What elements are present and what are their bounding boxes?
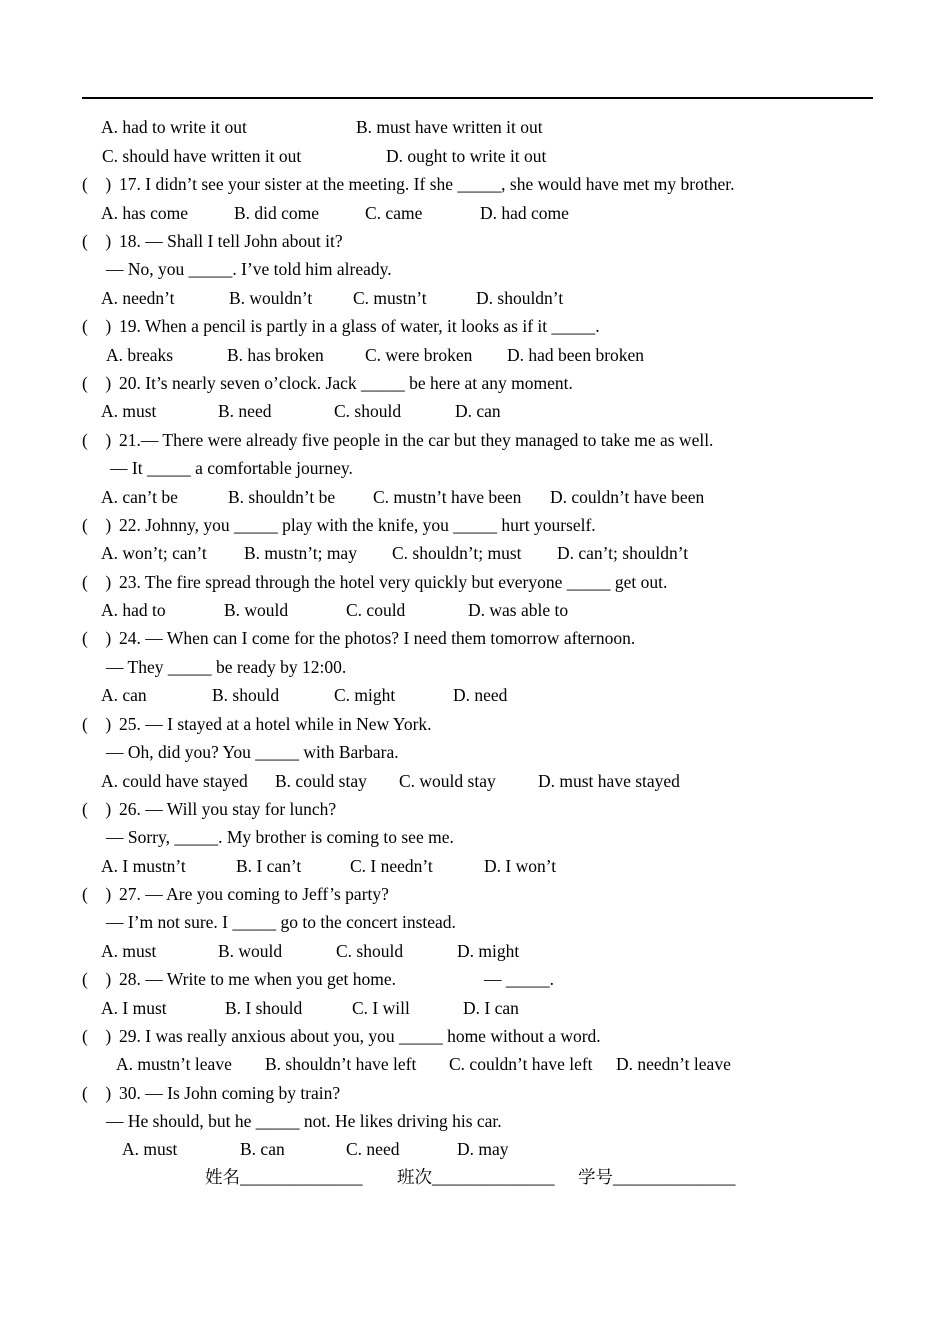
q30-option-d: D. may bbox=[457, 1139, 509, 1159]
q25-paren: ( ) bbox=[82, 714, 112, 734]
q26-option-b: B. I can’t bbox=[236, 856, 302, 876]
q30-option-c: C. need bbox=[346, 1139, 400, 1159]
q27-option-a: A. must bbox=[101, 941, 157, 961]
q22-paren: ( ) bbox=[82, 515, 112, 535]
q29-option-d: D. needn’t leave bbox=[616, 1054, 731, 1074]
q30-stem: 30. — Is John coming by train? bbox=[119, 1083, 341, 1103]
q16-option-c: C. should have written it out bbox=[102, 146, 302, 166]
q28-option-b: B. I should bbox=[225, 998, 303, 1018]
q25-stem: 25. — I stayed at a hotel while in New York. bbox=[119, 714, 432, 734]
q19-stem: 19. When a pencil is partly in a glass of water, it looks as if it _____. bbox=[119, 316, 600, 336]
q29-option-b: B. shouldn’t have left bbox=[265, 1054, 417, 1074]
footer-class-field: 班次______________ bbox=[397, 1167, 555, 1187]
q22-option-d: D. can’t; shouldn’t bbox=[557, 543, 689, 563]
q30-option-b: B. can bbox=[240, 1139, 285, 1159]
q20-stem: 20. It’s nearly seven o’clock. Jack _____ be here at any moment. bbox=[119, 373, 573, 393]
q18-paren: ( ) bbox=[82, 231, 112, 251]
q19-option-c: C. were broken bbox=[365, 345, 473, 365]
q20-option-a: A. must bbox=[101, 401, 157, 421]
q26-option-a: A. I mustn’t bbox=[101, 856, 186, 876]
q25-option-b: B. could stay bbox=[275, 771, 367, 791]
q24-option-b: B. should bbox=[212, 685, 280, 705]
q28-option-c: C. I will bbox=[352, 998, 410, 1018]
q21-option-a: A. can’t be bbox=[101, 487, 178, 507]
q21-sub: — It _____ a comfortable journey. bbox=[110, 458, 353, 478]
q24-option-c: C. might bbox=[334, 685, 396, 705]
q24-paren: ( ) bbox=[82, 628, 112, 648]
q18-stem: 18. — Shall I tell John about it? bbox=[119, 231, 343, 251]
q19-paren: ( ) bbox=[82, 316, 112, 336]
q26-stem: 26. — Will you stay for lunch? bbox=[119, 799, 337, 819]
q17-paren: ( ) bbox=[82, 174, 112, 194]
q24-stem: 24. — When can I come for the photos? I need them tomorrow afternoon. bbox=[119, 628, 636, 648]
q28-stem: 28. — Write to me when you get home. bbox=[119, 969, 396, 989]
q26-option-c: C. I needn’t bbox=[350, 856, 433, 876]
q27-stem: 27. — Are you coming to Jeff’s party? bbox=[119, 884, 389, 904]
q21-option-b: B. shouldn’t be bbox=[228, 487, 336, 507]
q20-option-d: D. can bbox=[455, 401, 501, 421]
q29-stem: 29. I was really anxious about you, you _____ home without a word. bbox=[119, 1026, 601, 1046]
q22-option-b: B. mustn’t; may bbox=[244, 543, 357, 563]
q27-option-c: C. should bbox=[336, 941, 404, 961]
q21-paren: ( ) bbox=[82, 430, 112, 450]
q28-option-a: A. I must bbox=[101, 998, 167, 1018]
q18-option-d: D. shouldn’t bbox=[476, 288, 564, 308]
q29-option-c: C. couldn’t have left bbox=[449, 1054, 593, 1074]
q20-paren: ( ) bbox=[82, 373, 112, 393]
top-rule bbox=[82, 97, 873, 99]
q22-option-c: C. shouldn’t; must bbox=[392, 543, 522, 563]
q25-sub: — Oh, did you? You _____ with Barbara. bbox=[106, 742, 399, 762]
q30-sub: — He should, but he _____ not. He likes driving his car. bbox=[106, 1111, 502, 1131]
q23-option-a: A. had to bbox=[101, 600, 166, 620]
q16-option-d: D. ought to write it out bbox=[386, 146, 547, 166]
q28-paren: ( ) bbox=[82, 969, 112, 989]
footer-name-field: 姓名______________ bbox=[205, 1167, 363, 1187]
q25-option-a: A. could have stayed bbox=[101, 771, 248, 791]
q26-option-d: D. I won’t bbox=[484, 856, 557, 876]
q17-stem: 17. I didn’t see your sister at the meeting. If she _____, she would have met my brother. bbox=[119, 174, 735, 194]
q29-option-a: A. mustn’t leave bbox=[116, 1054, 232, 1074]
q26-paren: ( ) bbox=[82, 799, 112, 819]
q21-option-c: C. mustn’t have been bbox=[373, 487, 522, 507]
q17-option-d: D. had come bbox=[480, 203, 569, 223]
q27-sub: — I’m not sure. I _____ go to the concert instead. bbox=[106, 912, 456, 932]
q21-option-d: D. couldn’t have been bbox=[550, 487, 705, 507]
q23-paren: ( ) bbox=[82, 572, 112, 592]
q17-option-c: C. came bbox=[365, 203, 423, 223]
q22-stem: 22. Johnny, you _____ play with the knife, you _____ hurt yourself. bbox=[119, 515, 596, 535]
q29-paren: ( ) bbox=[82, 1026, 112, 1046]
q23-option-b: B. would bbox=[224, 600, 289, 620]
q30-paren: ( ) bbox=[82, 1083, 112, 1103]
q20-option-b: B. need bbox=[218, 401, 272, 421]
footer-student-number-field: 学号______________ bbox=[578, 1167, 736, 1187]
q19-option-d: D. had been broken bbox=[507, 345, 645, 365]
q25-option-d: D. must have stayed bbox=[538, 771, 680, 791]
q18-option-c: C. mustn’t bbox=[353, 288, 427, 308]
q24-option-a: A. can bbox=[101, 685, 147, 705]
q27-paren: ( ) bbox=[82, 884, 112, 904]
q30-option-a: A. must bbox=[122, 1139, 178, 1159]
q18-option-a: A. needn’t bbox=[101, 288, 175, 308]
q27-option-d: D. might bbox=[457, 941, 520, 961]
q16-option-b: B. must have written it out bbox=[356, 117, 543, 137]
q26-sub: — Sorry, _____. My brother is coming to see me. bbox=[106, 827, 454, 847]
q18-option-b: B. wouldn’t bbox=[229, 288, 313, 308]
q22-option-a: A. won’t; can’t bbox=[101, 543, 207, 563]
q16-option-a: A. had to write it out bbox=[101, 117, 247, 137]
q24-sub: — They _____ be ready by 12:00. bbox=[106, 657, 347, 677]
q23-stem: 23. The fire spread through the hotel very quickly but everyone _____ get out. bbox=[119, 572, 668, 592]
q17-option-b: B. did come bbox=[234, 203, 320, 223]
q23-option-d: D. was able to bbox=[468, 600, 569, 620]
q20-option-c: C. should bbox=[334, 401, 402, 421]
q21-stem: 21.— There were already five people in the car but they managed to take me as well. bbox=[119, 430, 714, 450]
q18-sub: — No, you _____. I’ve told him already. bbox=[106, 259, 392, 279]
q23-option-c: C. could bbox=[346, 600, 406, 620]
q25-option-c: C. would stay bbox=[399, 771, 496, 791]
q28-option-d: D. I can bbox=[463, 998, 519, 1018]
q27-option-b: B. would bbox=[218, 941, 283, 961]
q24-option-d: D. need bbox=[453, 685, 508, 705]
q28-answer-blank: — _____. bbox=[484, 969, 554, 989]
q19-option-a: A. breaks bbox=[106, 345, 174, 365]
q17-option-a: A. has come bbox=[101, 203, 188, 223]
q19-option-b: B. has broken bbox=[227, 345, 324, 365]
